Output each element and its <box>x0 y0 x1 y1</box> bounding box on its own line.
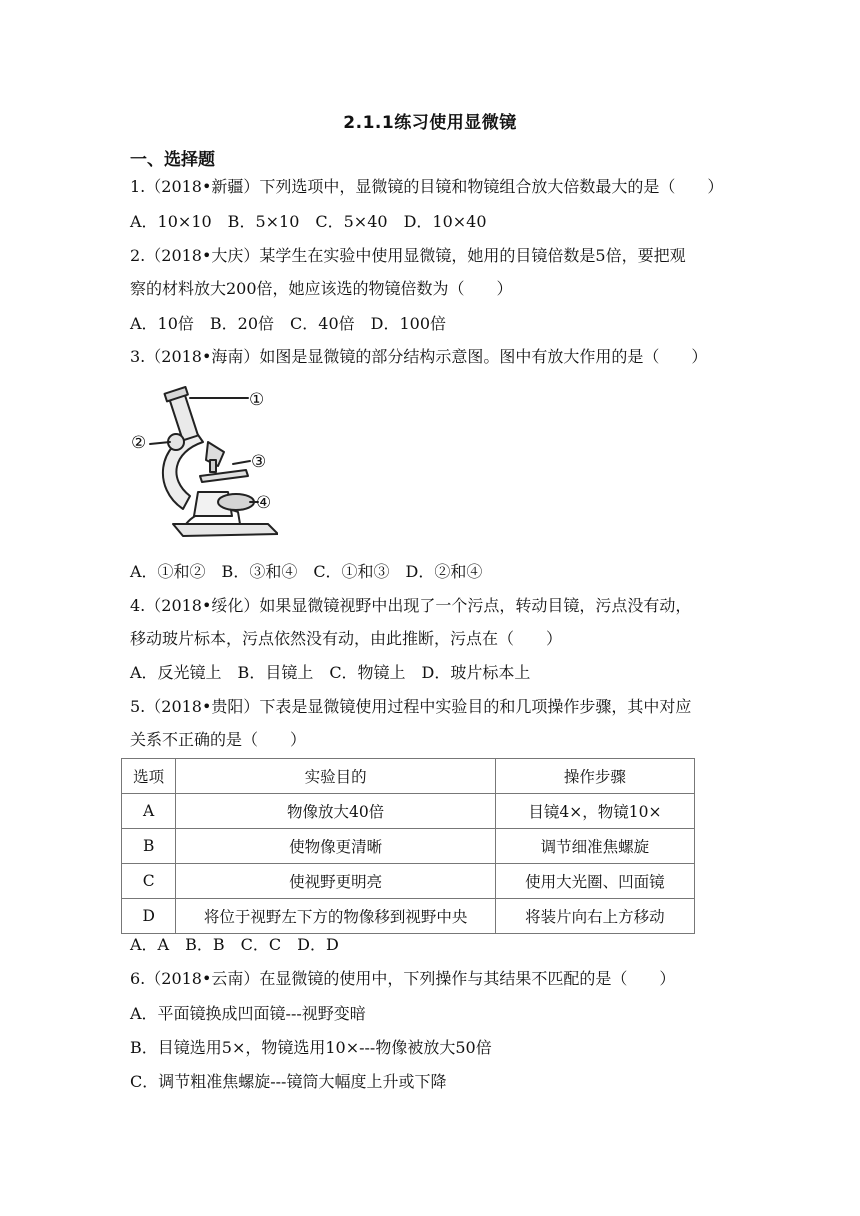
question-1-stem: 1.（2018•新疆）下列选项中，显微镜的目镜和物镜组合放大倍数最大的是（ ） <box>130 177 724 196</box>
table-header-cell: 操作步骤 <box>495 759 694 794</box>
figure-label-4: ④ <box>256 493 272 513</box>
table-row <box>122 864 695 899</box>
experiment-table <box>121 758 695 934</box>
question-5-stem-line2: 关系不正确的是（ ） <box>130 730 307 749</box>
question-6-option-a: A．平面镜换成凹面镜---视野变暗 <box>130 1004 366 1023</box>
question-6-option-c: C．调节粗准焦螺旋---镜筒大幅度上升或下降 <box>130 1072 447 1091</box>
question-3-stem: 3.（2018•海南）如图是显微镜的部分结构示意图。图中有放大作用的是（ ） <box>130 347 708 366</box>
question-2-stem-line1: 2.（2018•大庆）某学生在实验中使用显微镜，她用的目镜倍数是5倍，要把观 <box>130 246 686 265</box>
table-row <box>122 899 695 934</box>
table-row <box>122 794 695 829</box>
question-2-stem-line2: 察的材料放大200倍，她应该选的物镜倍数为（ ） <box>130 279 513 298</box>
figure-label-3: ③ <box>251 452 267 472</box>
table-cell: 使视野更明亮 <box>176 864 496 899</box>
table-cell: 目镜4×，物镜10× <box>495 794 694 829</box>
table-cell: 将位于视野左下方的物像移到视野中央 <box>176 899 496 934</box>
table-cell: 使用大光圈、凹面镜 <box>495 864 694 899</box>
table-cell: 使物像更清晰 <box>176 829 496 864</box>
table-cell: B <box>122 829 176 864</box>
question-1-options: A．10×10 B．5×10 C．5×40 D．10×40 <box>130 212 487 231</box>
question-4-stem-line2: 移动玻片标本，污点依然没有动，由此推断，污点在（ ） <box>130 629 563 648</box>
table-header-cell: 实验目的 <box>176 759 496 794</box>
question-5-options: A．A B．B C．C D．D <box>130 935 339 954</box>
table-cell: 物像放大40倍 <box>176 794 496 829</box>
figure-label-2: ② <box>131 433 147 453</box>
table-cell: 调节细准焦螺旋 <box>495 829 694 864</box>
table-header-cell: 选项 <box>122 759 176 794</box>
question-6-option-b: B．目镜选用5×，物镜选用10×---物像被放大50倍 <box>130 1038 492 1057</box>
question-3-options: A．①和② B．③和④ C．①和③ D．②和④ <box>130 562 483 581</box>
table-cell: C <box>122 864 176 899</box>
question-4-options: A．反光镜上 B．目镜上 C．物镜上 D．玻片标本上 <box>130 663 531 682</box>
figure-label-1: ① <box>249 390 265 410</box>
table-cell: 将装片向右上方移动 <box>495 899 694 934</box>
base-shape <box>173 524 278 536</box>
table-cell: A <box>122 794 176 829</box>
table-header-row <box>122 759 695 794</box>
question-5-stem-line1: 5.（2018•贵阳）下表是显微镜使用过程中实验目的和几项操作步骤，其中对应 <box>130 697 692 716</box>
question-4-stem-line1: 4.（2018•绥化）如果显微镜视野中出现了一个污点，转动目镜，污点没有动， <box>130 596 692 615</box>
section-heading: 一、选择题 <box>130 150 215 170</box>
page-title: 2.1.1练习使用显微镜 <box>343 113 517 133</box>
question-6-stem: 6.（2018•云南）在显微镜的使用中，下列操作与其结果不匹配的是（ ） <box>130 969 676 988</box>
table-cell: D <box>122 899 176 934</box>
microscope-diagram <box>128 384 278 544</box>
table-row <box>122 829 695 864</box>
question-2-options: A．10倍 B．20倍 C．40倍 D．100倍 <box>130 314 447 333</box>
